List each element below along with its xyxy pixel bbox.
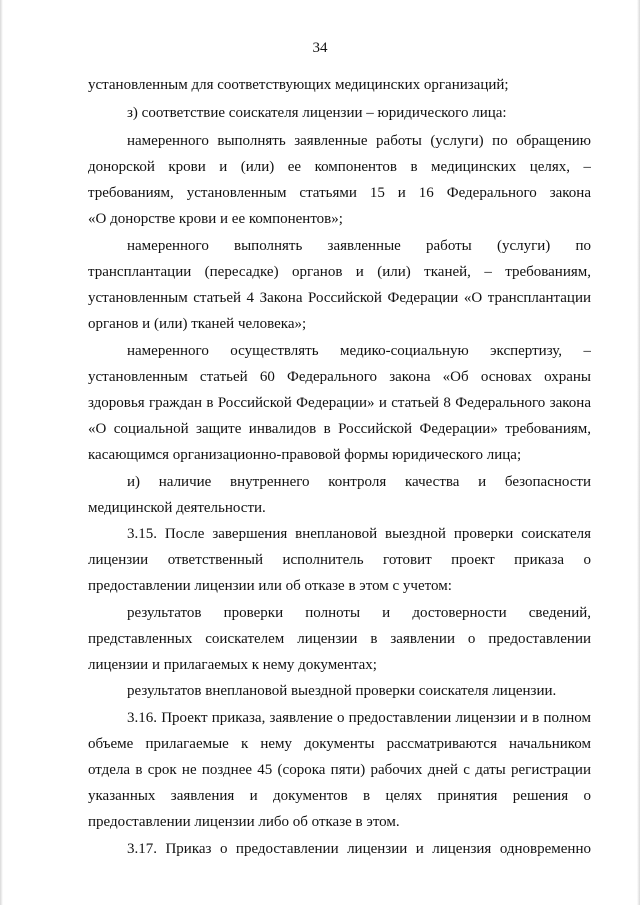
page-number: 34	[312, 40, 328, 56]
text-line: результатов проверки полноты и достоверности сведений,	[127, 605, 591, 621]
text-line: результатов внеплановой выездной проверки соискателя лицензии.	[127, 683, 557, 699]
text-line: органов и (или) тканей человека»;	[88, 316, 307, 332]
text-line: намеренного выполнять заявленные работы (услуги) по обращению	[127, 133, 591, 149]
text-line: «О социальной защите инвалидов в Российской Федерации» требованиям,	[88, 421, 591, 437]
text-line: установленным статьей 60 Федерального закона «Об основах охраны	[88, 369, 591, 385]
text-line: 3.16. Проект приказа, заявление о предоставлении лицензии и в полном	[127, 710, 591, 726]
text-line: 3.15. После завершения внеплановой выездной проверки соискателя	[127, 526, 591, 542]
text-line: предоставлении лицензии или об отказе в этом с учетом:	[88, 578, 452, 594]
text-line: касающимся организационно-правовой формы юридического лица;	[88, 447, 522, 463]
text-line: з) соответствие соискателя лицензии – юридического лица:	[127, 105, 507, 121]
text-line: установленным для соответствующих медицинских организаций;	[88, 77, 509, 93]
text-line: указанных заявления и документов в целях принятия решения о	[88, 788, 591, 804]
text-line: «О донорстве крови и ее компонентов»;	[88, 211, 343, 227]
text-line: отдела в срок не позднее 45 (сорока пяти) рабочих дней с даты регистрации	[88, 762, 591, 778]
text-line: представленных соискателем лицензии в заявлении о предоставлении	[88, 631, 591, 647]
text-line: требованиям, установленным статьями 15 и 16 Федерального закона	[88, 185, 591, 201]
text-line: 3.17. Приказ о предоставлении лицензии и лицензия одновременно	[127, 841, 591, 857]
text-line: донорской крови и (или) ее компонентов в медицинских целях, –	[88, 159, 591, 175]
text-line: лицензии ответственный исполнитель готовит проект приказа о	[88, 552, 591, 568]
text-line: медицинской деятельности.	[88, 500, 266, 516]
text-line: установленным статьей 4 Закона Российской Федерации «О трансплантации	[88, 290, 591, 306]
text-line: намеренного выполнять заявленные работы (услуги) по	[127, 238, 591, 254]
text-line: намеренного осуществлять медико-социальную экспертизу, –	[127, 343, 591, 359]
text-line: здоровья граждан в Российской Федерации» и статьей 8 Федерального закона	[88, 395, 591, 411]
text-line: предоставлении лицензии либо об отказе в этом.	[88, 814, 400, 830]
text-line: и) наличие внутреннего контроля качества и безопасности	[127, 474, 591, 490]
page-edge-left	[0, 0, 3, 905]
text-line: лицензии и прилагаемых к нему документах;	[88, 657, 377, 673]
text-line: объеме прилагаемые к нему документы рассматриваются начальником	[88, 736, 591, 752]
text-line: трансплантации (пересадке) органов и (или) тканей, – требованиям,	[88, 264, 591, 280]
